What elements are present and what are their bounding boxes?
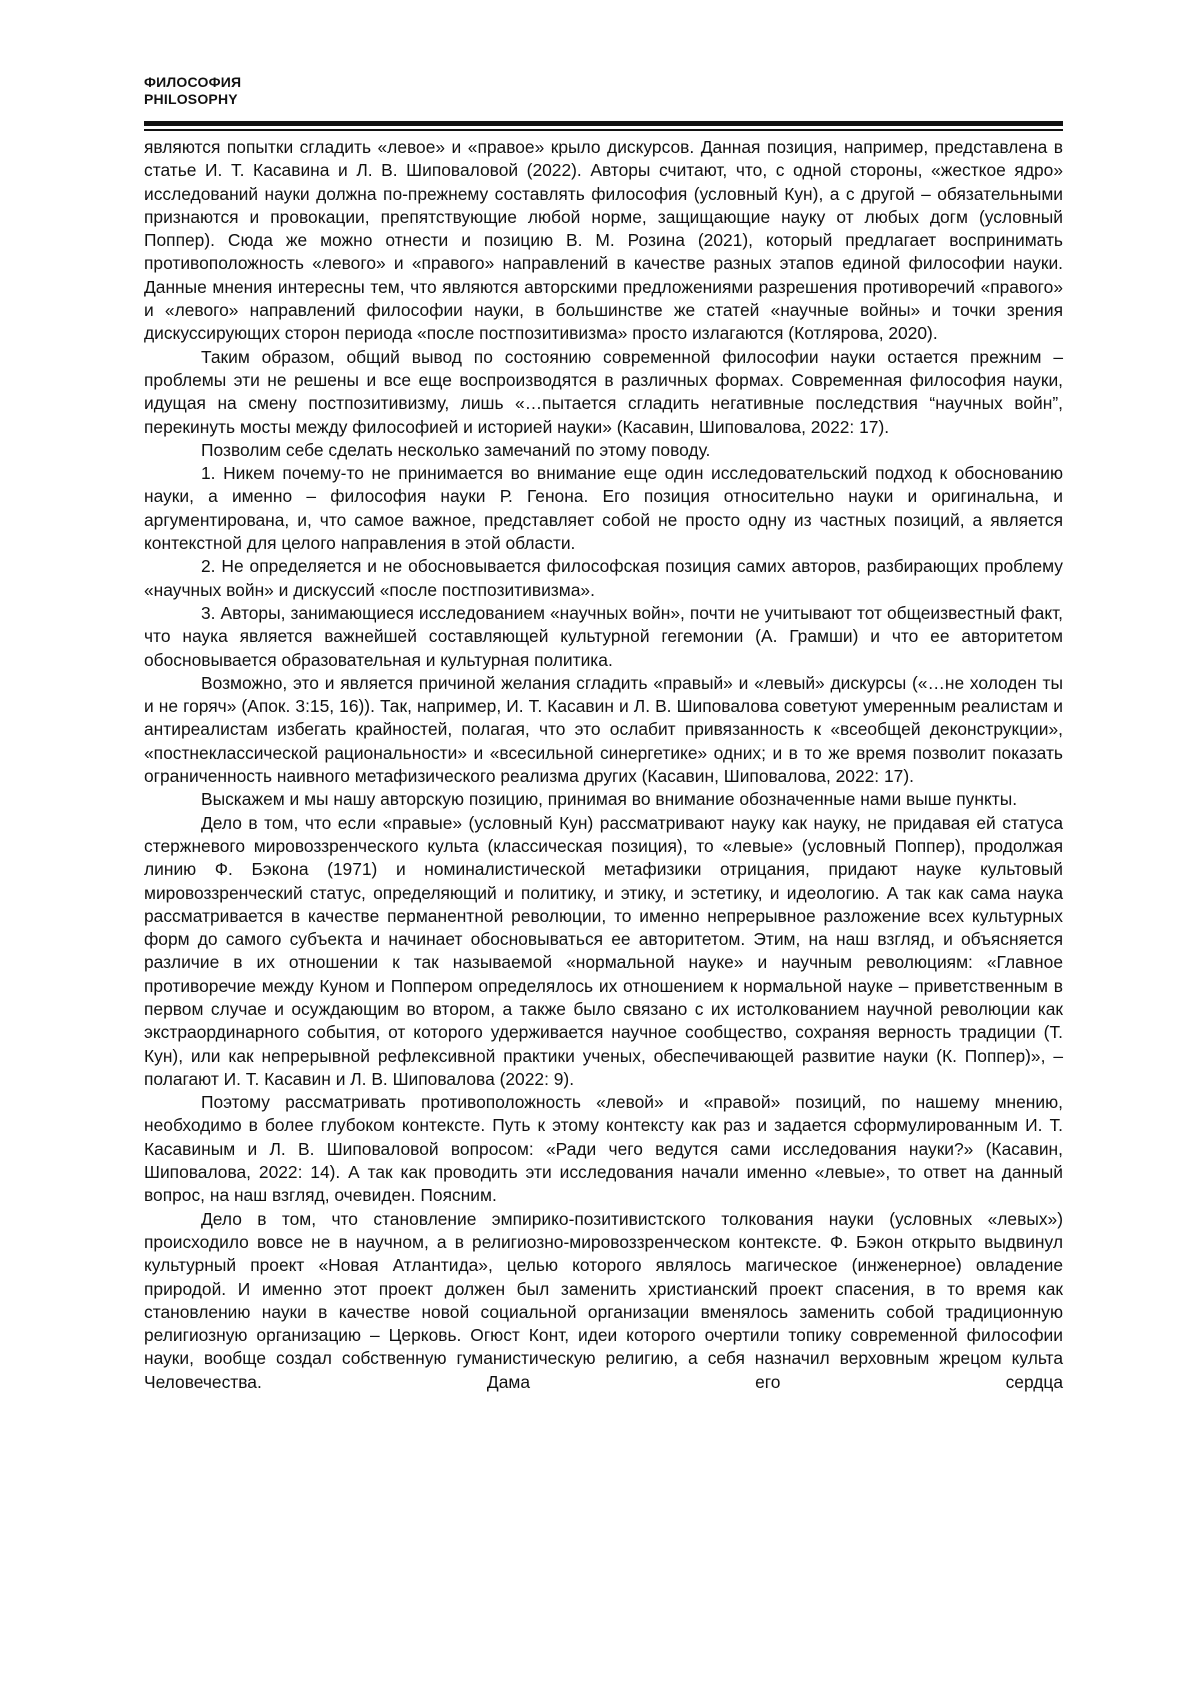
paragraph-7: Поэтому рассматривать противоположность «левой» и «правой» позиций, по нашему мнению, необходимо в более глубоком контексте. Путь к этому контексту как раз и задается сформулированным И. Т. Касавиным и Л. В. Шиповаловой вопросом: «Ради чего ведутся сами исследования науки?» (Касавин, Шиповалова, 2022: 14). А так как проводить эти исследования начали именно «левые», то ответ на данный вопрос, на наш взгляд, очевиден. Поясним. bbox=[144, 1092, 1063, 1206]
paragraph-6: Дело в том, что если «правые» (условный Кун) рассматривают науку как науку, не придавая ей статуса стержневого мировоззренческого культа (классическая позиция), то «левые» (условный Поппер), продолжая линию Ф. Бэкона (1971) и номиналистической метафизики отрицания, придают науке культовый мировоззренческий статус, определяющий и политику, и этику, и эстетику, и идеологию. А так как сама наука рассматривается в качестве перманентной революции, то именно непрерывное разложение всех культурных форм до самого субъекта и начинает обосновываться ее авторитетом. Этим, на наш взгляд, и объясняется различие в их отношении к так называемой «нормальной науке» и научным революциям: «Главное противоречие между Куном и Поппером определялось их отношением к нормальной науке – приветственным в первом случае и осуждающим во втором, а также было связано с их истолкованием научной революции как экстраординарного события, от которого удерживается научное сообщество, сохраняя верность традиции (Т. Кун), или как непрерывной рефлексивной практики ученых, обеспечивающей развитие науки (К. Поппер)», – полагают И. Т. Касавин и Л. В. Шиповалова (2022: 9). bbox=[144, 812, 1063, 1089]
paragraph-2: Таким образом, общий вывод по состоянию современной философии науки остается прежним – проблемы эти не решены и все еще воспроизводятся в различных формах. Современная философия науки, идущая на смену постпозитивизму, лишь «…пытается сгладить негативные последствия “научных войн”, перекинуть мосты между философией и историей науки» (Касавин, Шиповалова, 2022: 17). bbox=[144, 346, 1063, 437]
header-rule-thin bbox=[144, 129, 1063, 131]
paragraph-8: Дело в том, что становление эмпирико-позитивистского толкования науки (условных «левых») происходило вовсе не в научном, а в религиозно-мировоззренческом контексте. Ф. Бэкон открыто выдвинул культурный проект «Новая Атлантида», целью которого являлось магическое (инженерное) овладение природой. И именно этот проект должен был заменить христианский проект спасения, в то время как становлению науки в качестве новой социальной организации вменялось заменить собой традиционную религиозную организацию – Церковь. Огюст Конт, идеи которого очертили топику современной философии науки, вообще создал собственную гуманистическую религию, а себя назначил верховным жрецом культа Человечества. Дама его сердца bbox=[144, 1208, 1063, 1392]
list-item-3: 3. Авторы, занимающиеся исследованием «научных войн», почти не учитывают тот общеизвестный факт, что наука является важнейшей составляющей культурной гегемонии (А. Грамши) и что ее авторитетом обосновывается образовательная и культурная политика. bbox=[144, 602, 1063, 670]
paragraph-1: являются попытки сгладить «левое» и «правое» крыло дискурсов. Данная позиция, например, представлена в статье И. Т. Касавина и Л. В. Шиповаловой (2022). Авторы считают, что, с одной стороны, «жесткое ядро» исследований науки должна по-прежнему составлять философия (условный Кун), а с другой – обязательными признаются и провокации, препятствующие любой норме, защищающие науку от любых догм (условный Поппер). Сюда же можно отнести и позицию В. М. Розина (2021), который предлагает воспринимать противоположность «левого» и «правого» направлений в качестве разных этапов единой философии науки. Данные мнения интересны тем, что являются авторскими предложениями разрешения противоречий «правого» и «левого» направлений философии науки, в большинстве же статей «научные войны» и точки зрения дискуссирующих сторон периода «после постпозитивизма» просто излагаются (Котлярова, 2020). bbox=[144, 137, 1063, 344]
paragraph-5: Выскажем и мы нашу авторскую позицию, принимая во внимание обозначенные нами выше пункты. bbox=[201, 789, 1018, 810]
section-title-ru: ФИЛОСОФИЯ bbox=[144, 74, 242, 90]
list-item-1: 1. Никем почему-то не принимается во внимание еще один исследовательский подход к обоснованию науки, а именно – философия науки Р. Генона. Его позиция относительно науки и оригинальна, и аргументирована, и, что самое важное, представляет собой не просто одну из частных позиций, а является контекстной для целого направления в этой области. bbox=[144, 463, 1063, 554]
section-title-en: PHILOSOPHY bbox=[144, 91, 238, 107]
running-head bbox=[144, 74, 241, 108]
paragraph-4: Возможно, это и является причиной желания сгладить «правый» и «левый» дискурсы («…не холоден ты и не горяч» (Апок. 3:15, 16)). Так, например, И. Т. Касавин и Л. В. Шиповалова советуют умеренным реалистам и антиреалистам избегать крайностей, полагая, что это ослабит привязанность к «всеобщей деконструкции», «постнеклассической рациональности» и «всесильной синергетике» одних; и в то же время позволит показать ограниченность наивного метафизического реализма других (Касавин, Шиповалова, 2022: 17). bbox=[144, 672, 1063, 787]
list-item-2: 2. Не определяется и не обосновывается философская позиция самих авторов, разбирающих проблему «научных войн» и дискуссий «после постпозитивизма». bbox=[144, 556, 1063, 600]
paragraph-3: Позволим себе сделать несколько замечаний по этому поводу. bbox=[201, 439, 711, 460]
header-rule-thick bbox=[144, 121, 1063, 126]
article-body bbox=[144, 136, 1063, 1394]
